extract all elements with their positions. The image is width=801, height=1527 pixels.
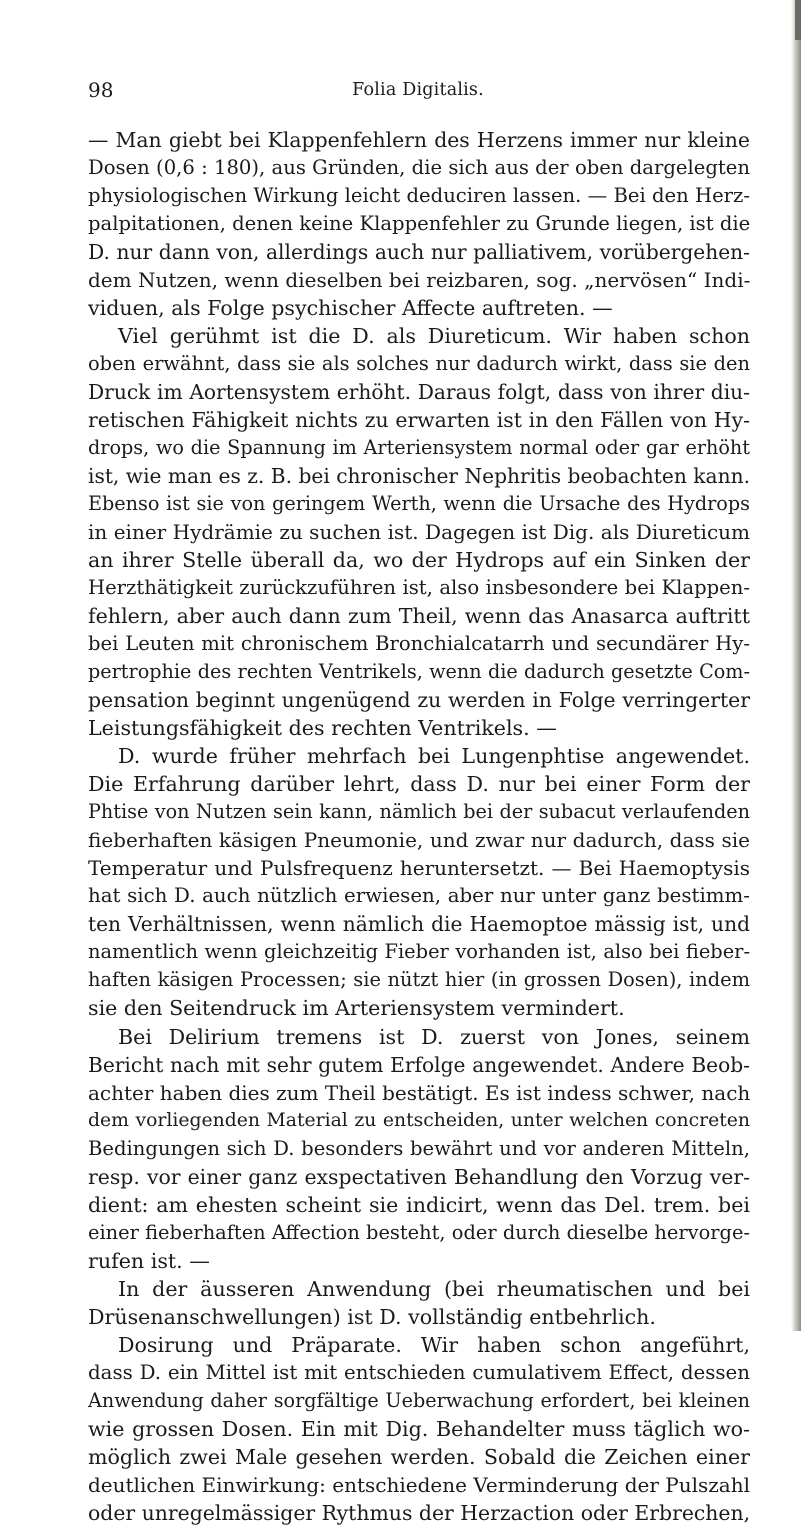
text-line: an ihrer Stelle überall da, wo der Hydrops auf ein Sinken der bbox=[88, 548, 750, 573]
text-line: — Man giebt bei Klappenfehlern des Herzens immer nur kleine bbox=[88, 128, 750, 152]
text-line: ten Verhältnissen, wenn nämlich die Haemoptoe mässig ist, und bbox=[88, 912, 750, 937]
text-line: hat sich D. auch nützlich erwiesen, aber nur unter ganz bestimm- bbox=[88, 884, 750, 908]
text-line: Bericht nach mit sehr gutem Erfolge angewendet. Andere Beob- bbox=[88, 1052, 750, 1077]
text-line: retischen Fähigkeit nichts zu erwarten ist in den Fällen von Hy- bbox=[88, 408, 750, 433]
text-line: in einer Hydrämie zu suchen ist. Dagegen ist Dig. als Diureticum bbox=[88, 520, 750, 545]
text-line: Leistungsfähigkeit des rechten Ventrikels. — bbox=[88, 716, 557, 741]
text-line: D. wurde früher mehrfach bei Lungenphtise angewendet. bbox=[118, 744, 750, 769]
text-line: D. nur dann von, allerdings auch nur palliativem, vorübergehen- bbox=[88, 240, 750, 265]
text-line: Die Erfahrung darüber lehrt, dass D. nur bei einer Form der bbox=[88, 772, 750, 797]
text-line: dem vorliegenden Material zu entscheiden, unter welchen concreten bbox=[88, 1109, 750, 1131]
text-line: deutlichen Einwirkung: entschiedene Verminderung der Pulszahl bbox=[88, 1472, 750, 1497]
text-line: pensation beginnt ungenügend zu werden in Folge verringerter bbox=[88, 688, 750, 713]
running-title: Folia Digitalis. bbox=[352, 80, 484, 100]
text-line: haften käsigen Processen; sie nützt hier (in grossen Dosen), indem bbox=[88, 968, 750, 992]
text-line: dem Nutzen, wenn dieselben bei reizbaren, sog. „nervösen“ Indi- bbox=[88, 268, 751, 293]
text-line: Phtise von Nutzen sein kann, nämlich bei der subacut verlaufenden bbox=[88, 800, 750, 824]
text-line: fieberhaften käsigen Pneumonie, und zwar nur dadurch, dass sie bbox=[88, 828, 750, 853]
text-line: achter haben dies zum Theil bestätigt. Es ist indess schwer, nach bbox=[88, 1080, 751, 1105]
text-line: bei Leuten mit chronischem Bronchialcatarrh und secundärer Hy- bbox=[88, 632, 750, 656]
text-line: wie grossen Dosen. Ein mit Dig. Behandelter muss täglich wo- bbox=[88, 1416, 750, 1441]
page-number: 98 bbox=[88, 78, 114, 102]
text-line: physiologischen Wirkung leicht deduciren lassen. — Bei den Herz- bbox=[88, 184, 750, 208]
text-line: Anwendung daher sorgfältige Ueberwachung erfordert, bei kleinen bbox=[88, 1388, 750, 1412]
page-header bbox=[88, 78, 748, 108]
text-line: viduen, als Folge psychischer Affecte auftreten. — bbox=[88, 296, 613, 321]
text-line: oder unregelmässiger Rythmus der Herzaction oder Erbrechen, bbox=[88, 1500, 751, 1525]
text-line: namentlich wenn gleichzeitig Fieber vorhanden ist, also bei fieber- bbox=[88, 940, 750, 964]
text-line: Viel gerühmt ist die D. als Diureticum. Wir haben schon bbox=[118, 324, 750, 349]
text-line: Bedingungen sich D. besonders bewährt und vor anderen Mitteln, bbox=[88, 1136, 750, 1160]
text-line: Temperatur und Pulsfrequenz heruntersetzt. — Bei Haemoptysis bbox=[88, 856, 750, 881]
text-line: einer fieberhaften Affection besteht, oder durch dieselbe hervorge- bbox=[88, 1220, 750, 1244]
text-line: In der äusseren Anwendung (bei rheumatischen und bei bbox=[118, 1276, 750, 1301]
text-line: Drüsenanschwellungen) ist D. vollständig entbehrlich. bbox=[88, 1304, 656, 1329]
text-line: oben erwähnt, dass sie als solches nur dadurch wirkt, dass sie den bbox=[88, 352, 750, 376]
page-edge-mark bbox=[795, 0, 801, 40]
body-text bbox=[88, 126, 750, 1527]
text-line: Herzthätigkeit zurückzuführen ist, also insbesondere bei Klappen- bbox=[88, 576, 750, 600]
text-line: Druck im Aortensystem erhöht. Daraus folgt, dass von ihrer diu- bbox=[88, 380, 750, 405]
text-line: resp. vor einer ganz exspectativen Behandlung den Vorzug ver- bbox=[88, 1164, 750, 1189]
text-line: Dosen (0,6 : 180), aus Gründen, die sich aus der oben dargelegten bbox=[88, 156, 750, 180]
text-line: dient: am ehesten scheint sie indicirt, wenn das Del. trem. bei bbox=[88, 1192, 750, 1217]
text-line: dass D. ein Mittel ist mit entschieden cumulativem Effect, dessen bbox=[88, 1360, 750, 1384]
text-line: rufen ist. — bbox=[88, 1248, 210, 1273]
text-line: ist, wie man es z. B. bei chronischer Nephritis beobachten kann. bbox=[88, 464, 750, 489]
text-line: palpitationen, denen keine Klappenfehler zu Grunde liegen, ist die bbox=[88, 212, 751, 236]
text-line: Bei Delirium tremens ist D. zuerst von Jones, seinem bbox=[118, 1024, 750, 1049]
text-line: Ebenso ist sie von geringem Werth, wenn die Ursache des Hydrops bbox=[88, 492, 750, 516]
text-line: Dosirung und Präparate. Wir haben schon angeführt, bbox=[118, 1332, 750, 1357]
text-line: drops, wo die Spannung im Arteriensystem normal oder gar erhöht bbox=[88, 436, 750, 460]
text-line: sie den Seitendruck im Arteriensystem vermindert. bbox=[88, 996, 625, 1021]
text-line: fehlern, aber auch dann zum Theil, wenn das Anasarca auftritt bbox=[88, 604, 750, 629]
text-line: möglich zwei Male gesehen werden. Sobald die Zeichen einer bbox=[88, 1444, 750, 1469]
page-edge-shadow bbox=[791, 0, 801, 1331]
text-line: pertrophie des rechten Ventrikels, wenn die dadurch gesetzte Com- bbox=[88, 660, 750, 684]
